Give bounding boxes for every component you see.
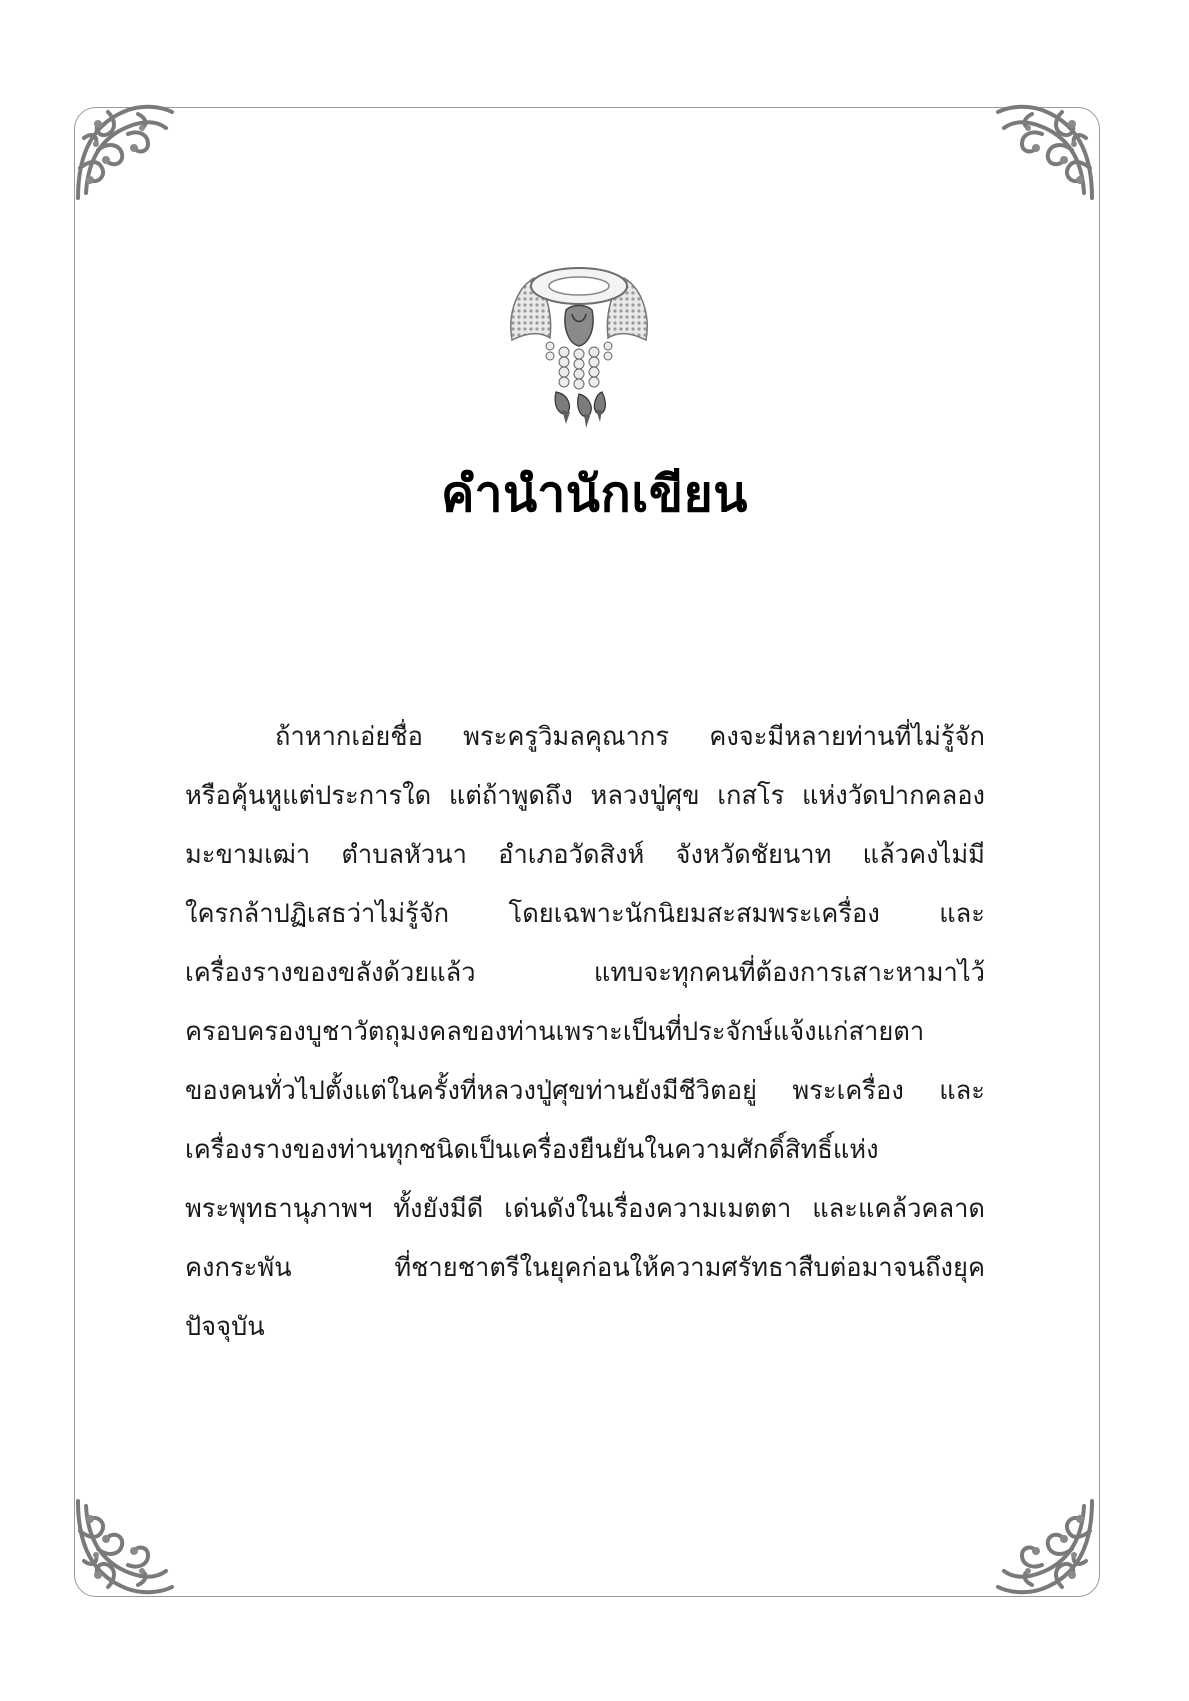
preface-paragraph <box>185 708 985 1357</box>
paragraph-line: พระพุทธานุภาพฯ ทั้งยังมีดี เด่นดังในเรื่องความเมตตา และแคล้วคลาด <box>185 1194 985 1224</box>
corner-ornament-icon <box>992 98 1102 208</box>
jasmine-garland-icon <box>504 260 654 432</box>
paragraph-line: หรือคุ้นหูแต่ประการใด แต่ถ้าพูดถึง หลวงปู่ศุข เกสโร แห่งวัดปากคลอง <box>185 781 985 811</box>
paragraph-line: ถ้าหากเอ่ยชื่อ พระครูวิมลคุณากร คงจะมีหลายท่านที่ไม่รู้จัก <box>275 722 985 752</box>
paragraph-line: คงกระพัน ที่ชายชาตรีในยุคก่อนให้ความศรัทธาสืบต่อมาจนถึงยุค <box>185 1253 985 1283</box>
paragraph-line: ปัจจุบัน <box>185 1312 265 1342</box>
corner-ornament-icon <box>68 1491 178 1601</box>
paragraph-line: มะขามเฒ่า ตำบลหัวนา อำเภอวัดสิงห์ จังหวัดชัยนาท แล้วคงไม่มี <box>185 840 985 870</box>
page-title: คำนำนักเขียน <box>441 465 748 523</box>
paragraph-line: ใครกล้าปฏิเสธว่าไม่รู้จัก โดยเฉพาะนักนิยมสะสมพระเครื่อง และ <box>185 899 985 929</box>
paragraph-line: เครื่องรางของขลังด้วยแล้ว แทบจะทุกคนที่ต้องการเสาะหามาไว้ <box>185 958 985 988</box>
paragraph-line: ครอบครองบูชาวัตถุมงคลของท่านเพราะเป็นที่ประจักษ์แจ้งแก่สายตา <box>185 1017 925 1047</box>
paragraph-line: ของคนทั่วไปตั้งแต่ในครั้งที่หลวงปู่ศุขท่านยังมีชีวิตอยู่ พระเครื่อง และ <box>185 1076 985 1106</box>
corner-ornament-icon <box>68 98 178 208</box>
corner-ornament-icon <box>992 1491 1102 1601</box>
paragraph-line: เครื่องรางของท่านทุกชนิดเป็นเครื่องยืนยันในความศักดิ์สิทธิ์แห่ง <box>185 1135 879 1165</box>
